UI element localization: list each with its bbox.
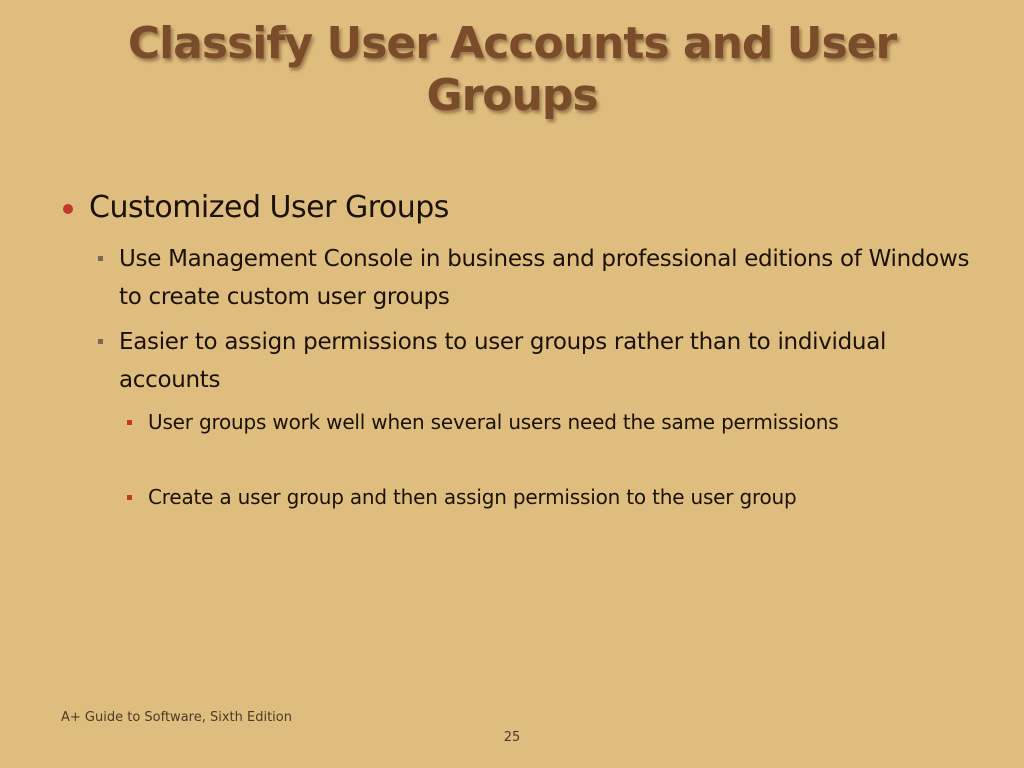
bullet-level3 [148, 480, 978, 514]
bullet-text: Use Management Console in business and professional editions of Windows to create custom user groups [119, 246, 970, 310]
square-bullet-icon [98, 256, 103, 261]
round-bullet-icon [63, 204, 73, 214]
square-bullet-icon [98, 339, 103, 344]
bullet-level1 [89, 188, 969, 228]
footer-source: A+ Guide to Software, Sixth Edition [61, 710, 292, 725]
bullet-text: Easier to assign permissions to user groups rather than to individual accounts [119, 329, 887, 393]
bullet-text: User groups work well when several users need the same permissions [148, 410, 839, 434]
slide-title: Classify User Accounts and User Groups [127, 18, 897, 121]
square-bullet-icon [127, 495, 132, 500]
page-number: 25 [503, 730, 521, 745]
bullet-text: Create a user group and then assign permission to the user group [148, 485, 797, 509]
bullet-level2 [119, 323, 979, 399]
bullet-text: Customized User Groups [89, 190, 449, 225]
square-bullet-icon [127, 420, 132, 425]
bullet-level2 [119, 240, 979, 316]
bullet-level3 [148, 405, 978, 439]
